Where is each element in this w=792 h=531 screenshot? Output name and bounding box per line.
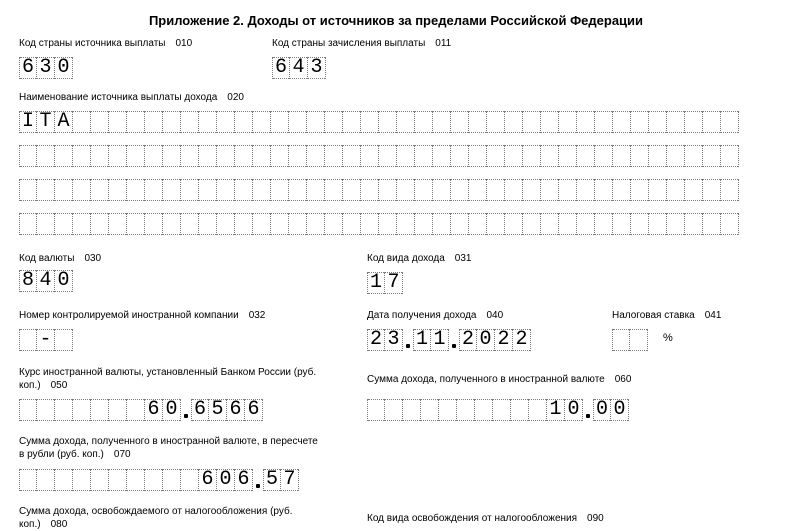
char-cell (361, 213, 379, 235)
char-cell (55, 329, 73, 351)
char-cell (145, 179, 163, 201)
char-cell (415, 179, 433, 201)
char-cell: 2 (513, 329, 531, 351)
tax-rate-label: Налоговая ставка 041 (612, 310, 722, 321)
char-cell (199, 145, 217, 167)
source-name-line-1[interactable] (19, 111, 739, 133)
char-cell (19, 179, 37, 201)
decimal-separator (583, 399, 593, 421)
char-cell (73, 111, 91, 133)
char-cell (37, 469, 55, 491)
char-cell (253, 145, 271, 167)
char-cell (595, 111, 613, 133)
char-cell (505, 145, 523, 167)
char-cell (217, 179, 235, 201)
percent-sign: % (663, 332, 673, 344)
char-cell (199, 179, 217, 201)
char-cell (109, 179, 127, 201)
char-cell (253, 179, 271, 201)
char-cell: 3 (308, 57, 326, 79)
char-cell (37, 145, 55, 167)
char-cell (397, 145, 415, 167)
char-cell (343, 213, 361, 235)
char-cell (487, 111, 505, 133)
char-cell (145, 111, 163, 133)
char-cell (325, 145, 343, 167)
char-cell (415, 145, 433, 167)
char-cell (703, 179, 721, 201)
char-cell (163, 111, 181, 133)
char-cell: 5 (209, 399, 227, 421)
char-cell (631, 179, 649, 201)
char-cell (109, 399, 127, 421)
date-separator (449, 329, 459, 351)
foreign-sum-label: Сумма дохода, полученного в иностранной валюте 060 (367, 374, 632, 385)
rub-sum-frac[interactable] (263, 469, 299, 491)
cfc-number-field[interactable] (19, 329, 73, 351)
char-cell (271, 145, 289, 167)
char-cell (721, 111, 739, 133)
rub-sum-field[interactable] (19, 469, 299, 491)
char-cell (595, 213, 613, 235)
tax-rate-field[interactable] (612, 329, 648, 351)
char-cell (451, 179, 469, 201)
char-cell (613, 179, 631, 201)
char-cell (541, 145, 559, 167)
char-cell (475, 399, 493, 421)
char-cell (721, 213, 739, 235)
char-cell: 6 (145, 399, 163, 421)
rub-sum-int[interactable] (19, 469, 253, 491)
char-cell (145, 213, 163, 235)
char-cell (19, 329, 37, 351)
income-type-label: Код вида дохода 031 (367, 253, 472, 264)
char-cell (325, 179, 343, 201)
country-source-field[interactable] (19, 57, 73, 79)
char-cell (325, 213, 343, 235)
char-cell (163, 469, 181, 491)
char-cell (511, 399, 529, 421)
income-date-year[interactable] (459, 329, 531, 351)
char-cell (469, 213, 487, 235)
char-cell (451, 213, 469, 235)
income-date-label: Дата получения дохода 040 (367, 310, 504, 321)
rub-sum-label: Сумма дохода, полученного в иностранной валюте, в пересчете в рубли (руб. коп.) 070 (19, 436, 318, 460)
char-cell (667, 179, 685, 201)
char-cell (199, 111, 217, 133)
char-cell (325, 111, 343, 133)
char-cell (127, 469, 145, 491)
exempt-sum-label: Сумма дохода, освобождаемого от налогообложения (руб. коп.) 080 (19, 506, 293, 530)
char-cell (343, 111, 361, 133)
char-cell (235, 111, 253, 133)
char-cell: 4 (290, 57, 308, 79)
char-cell (109, 145, 127, 167)
char-cell: 2 (367, 329, 385, 351)
char-cell (397, 111, 415, 133)
char-cell: 0 (565, 399, 583, 421)
char-cell (307, 145, 325, 167)
char-cell: 6 (19, 57, 37, 79)
char-cell (451, 111, 469, 133)
source-name-line-2[interactable] (19, 145, 739, 167)
char-cell: 0 (611, 399, 629, 421)
char-cell (55, 399, 73, 421)
char-cell (199, 213, 217, 235)
char-cell (703, 213, 721, 235)
char-cell (505, 213, 523, 235)
char-cell (649, 179, 667, 201)
char-cell (163, 145, 181, 167)
decimal-separator (181, 399, 191, 421)
char-cell (109, 111, 127, 133)
char-cell (649, 213, 667, 235)
char-cell (19, 213, 37, 235)
char-cell (613, 213, 631, 235)
char-cell: 1 (413, 329, 431, 351)
char-cell (559, 145, 577, 167)
char-cell: 2 (459, 329, 477, 351)
char-cell: 1 (431, 329, 449, 351)
char-cell: T (37, 111, 55, 133)
cfc-number-label: Номер контролируемой иностранной компании 032 (19, 310, 266, 321)
char-cell (469, 145, 487, 167)
char-cell (361, 145, 379, 167)
char-cell (127, 145, 145, 167)
char-cell (145, 469, 163, 491)
char-cell (73, 399, 91, 421)
char-cell (595, 179, 613, 201)
char-cell (523, 111, 541, 133)
date-separator (403, 329, 413, 351)
char-cell (217, 145, 235, 167)
page-title: Приложение 2. Доходы от источников за пределами Российской Федерации (148, 13, 644, 28)
char-cell (487, 179, 505, 201)
char-cell (253, 111, 271, 133)
char-cell (439, 399, 457, 421)
char-cell (181, 469, 199, 491)
char-cell (577, 213, 595, 235)
char-cell: 6 (191, 399, 209, 421)
char-cell (667, 111, 685, 133)
char-cell: 6 (199, 469, 217, 491)
char-cell (145, 145, 163, 167)
char-cell (469, 179, 487, 201)
char-cell (91, 399, 109, 421)
char-cell: 1 (547, 399, 565, 421)
char-cell (91, 145, 109, 167)
char-cell (181, 145, 199, 167)
char-cell (271, 213, 289, 235)
char-cell (667, 213, 685, 235)
char-cell: 0 (477, 329, 495, 351)
char-cell (559, 213, 577, 235)
char-cell: 3 (385, 329, 403, 351)
char-cell (685, 179, 703, 201)
char-cell (55, 145, 73, 167)
char-cell (505, 111, 523, 133)
currency-field[interactable] (19, 270, 73, 292)
char-cell (343, 145, 361, 167)
char-cell (181, 179, 199, 201)
char-cell (91, 469, 109, 491)
char-cell (685, 213, 703, 235)
char-cell (385, 399, 403, 421)
char-cell (559, 179, 577, 201)
char-cell: I (19, 111, 37, 133)
char-cell (541, 213, 559, 235)
char-cell (379, 179, 397, 201)
char-cell (721, 179, 739, 201)
char-cell: 2 (495, 329, 513, 351)
char-cell (685, 111, 703, 133)
char-cell (631, 213, 649, 235)
char-cell (73, 213, 91, 235)
char-cell (271, 179, 289, 201)
char-cell (19, 399, 37, 421)
source-name-label: Наименование источника выплаты дохода 020 (19, 92, 244, 103)
char-cell (343, 179, 361, 201)
rate-frac[interactable] (191, 399, 263, 421)
char-cell (91, 111, 109, 133)
char-cell: - (37, 329, 55, 351)
char-cell: 6 (245, 399, 263, 421)
char-cell (235, 145, 253, 167)
char-cell (433, 145, 451, 167)
char-cell: 0 (217, 469, 235, 491)
char-cell (91, 213, 109, 235)
char-cell (307, 179, 325, 201)
char-cell: 7 (281, 469, 299, 491)
char-cell (19, 145, 37, 167)
char-cell (181, 111, 199, 133)
char-cell (487, 145, 505, 167)
char-cell (397, 179, 415, 201)
char-cell: 3 (37, 57, 55, 79)
char-cell (487, 213, 505, 235)
char-cell: A (55, 111, 73, 133)
char-cell (631, 145, 649, 167)
char-cell (289, 145, 307, 167)
char-cell (379, 111, 397, 133)
foreign-sum-int[interactable] (367, 399, 583, 421)
char-cell (421, 399, 439, 421)
char-cell (235, 179, 253, 201)
char-cell (289, 179, 307, 201)
char-cell (379, 213, 397, 235)
char-cell (631, 111, 649, 133)
income-date-day[interactable] (367, 329, 403, 351)
char-cell (415, 213, 433, 235)
char-cell: 4 (37, 270, 55, 292)
char-cell (127, 111, 145, 133)
char-cell (595, 145, 613, 167)
char-cell (73, 469, 91, 491)
char-cell (379, 145, 397, 167)
char-cell (37, 399, 55, 421)
char-cell (523, 145, 541, 167)
income-date-field[interactable] (367, 329, 531, 351)
char-cell (271, 111, 289, 133)
char-cell (433, 179, 451, 201)
char-cell (667, 145, 685, 167)
char-cell (163, 179, 181, 201)
income-type-field[interactable] (367, 272, 403, 294)
char-cell (577, 145, 595, 167)
char-cell (307, 213, 325, 235)
char-cell (612, 329, 630, 351)
char-cell: 6 (272, 57, 290, 79)
rate-label: Курс иностранной валюты, установленный Банком России (руб. коп.) 050 (19, 367, 317, 391)
foreign-sum-field[interactable] (367, 399, 629, 421)
char-cell: 8 (19, 270, 37, 292)
char-cell (613, 145, 631, 167)
char-cell (19, 469, 37, 491)
char-cell: 0 (593, 399, 611, 421)
char-cell: 0 (55, 57, 73, 79)
char-cell (73, 179, 91, 201)
char-cell (703, 145, 721, 167)
char-cell: 6 (235, 469, 253, 491)
char-cell (127, 399, 145, 421)
income-date-month[interactable] (413, 329, 449, 351)
char-cell (703, 111, 721, 133)
foreign-sum-frac[interactable] (593, 399, 629, 421)
char-cell (649, 145, 667, 167)
char-cell (577, 111, 595, 133)
char-cell (163, 213, 181, 235)
char-cell (127, 179, 145, 201)
char-cell: 0 (55, 270, 73, 292)
char-cell (397, 213, 415, 235)
char-cell (457, 399, 475, 421)
char-cell (307, 111, 325, 133)
rate-field[interactable] (19, 399, 263, 421)
source-name-line-3[interactable] (19, 179, 739, 201)
char-cell (109, 469, 127, 491)
char-cell (721, 145, 739, 167)
char-cell (91, 179, 109, 201)
char-cell (181, 213, 199, 235)
char-cell (493, 399, 511, 421)
char-cell (529, 399, 547, 421)
country-credit-field[interactable] (272, 57, 326, 79)
char-cell (541, 179, 559, 201)
exempt-type-label: Код вида освобождения от налогообложения 090 (367, 513, 604, 524)
char-cell (685, 145, 703, 167)
char-cell (55, 213, 73, 235)
char-cell (73, 145, 91, 167)
char-cell (109, 213, 127, 235)
char-cell (415, 111, 433, 133)
char-cell (55, 179, 73, 201)
char-cell: 0 (163, 399, 181, 421)
char-cell: 1 (367, 272, 385, 294)
char-cell (289, 213, 307, 235)
char-cell (577, 179, 595, 201)
decimal-separator (253, 469, 263, 491)
currency-label: Код валюты 030 (19, 253, 102, 264)
char-cell (630, 329, 648, 351)
char-cell (505, 179, 523, 201)
char-cell (361, 179, 379, 201)
char-cell (55, 469, 73, 491)
char-cell: 5 (263, 469, 281, 491)
char-cell (559, 111, 577, 133)
char-cell (217, 213, 235, 235)
char-cell (433, 111, 451, 133)
country-credit-label: Код страны зачисления выплаты 011 (272, 38, 452, 49)
char-cell (523, 179, 541, 201)
char-cell (541, 111, 559, 133)
char-cell (289, 111, 307, 133)
char-cell (37, 179, 55, 201)
char-cell: 7 (385, 272, 403, 294)
char-cell (217, 111, 235, 133)
char-cell (37, 213, 55, 235)
char-cell (253, 213, 271, 235)
char-cell (361, 111, 379, 133)
rate-int[interactable] (19, 399, 181, 421)
char-cell (367, 399, 385, 421)
char-cell: 6 (227, 399, 245, 421)
char-cell (613, 111, 631, 133)
char-cell (403, 399, 421, 421)
char-cell (523, 213, 541, 235)
char-cell (469, 111, 487, 133)
char-cell (235, 213, 253, 235)
char-cell (433, 213, 451, 235)
country-source-label: Код страны источника выплаты 010 (19, 38, 193, 49)
char-cell (451, 145, 469, 167)
char-cell (649, 111, 667, 133)
char-cell (127, 213, 145, 235)
source-name-line-4[interactable] (19, 213, 739, 235)
